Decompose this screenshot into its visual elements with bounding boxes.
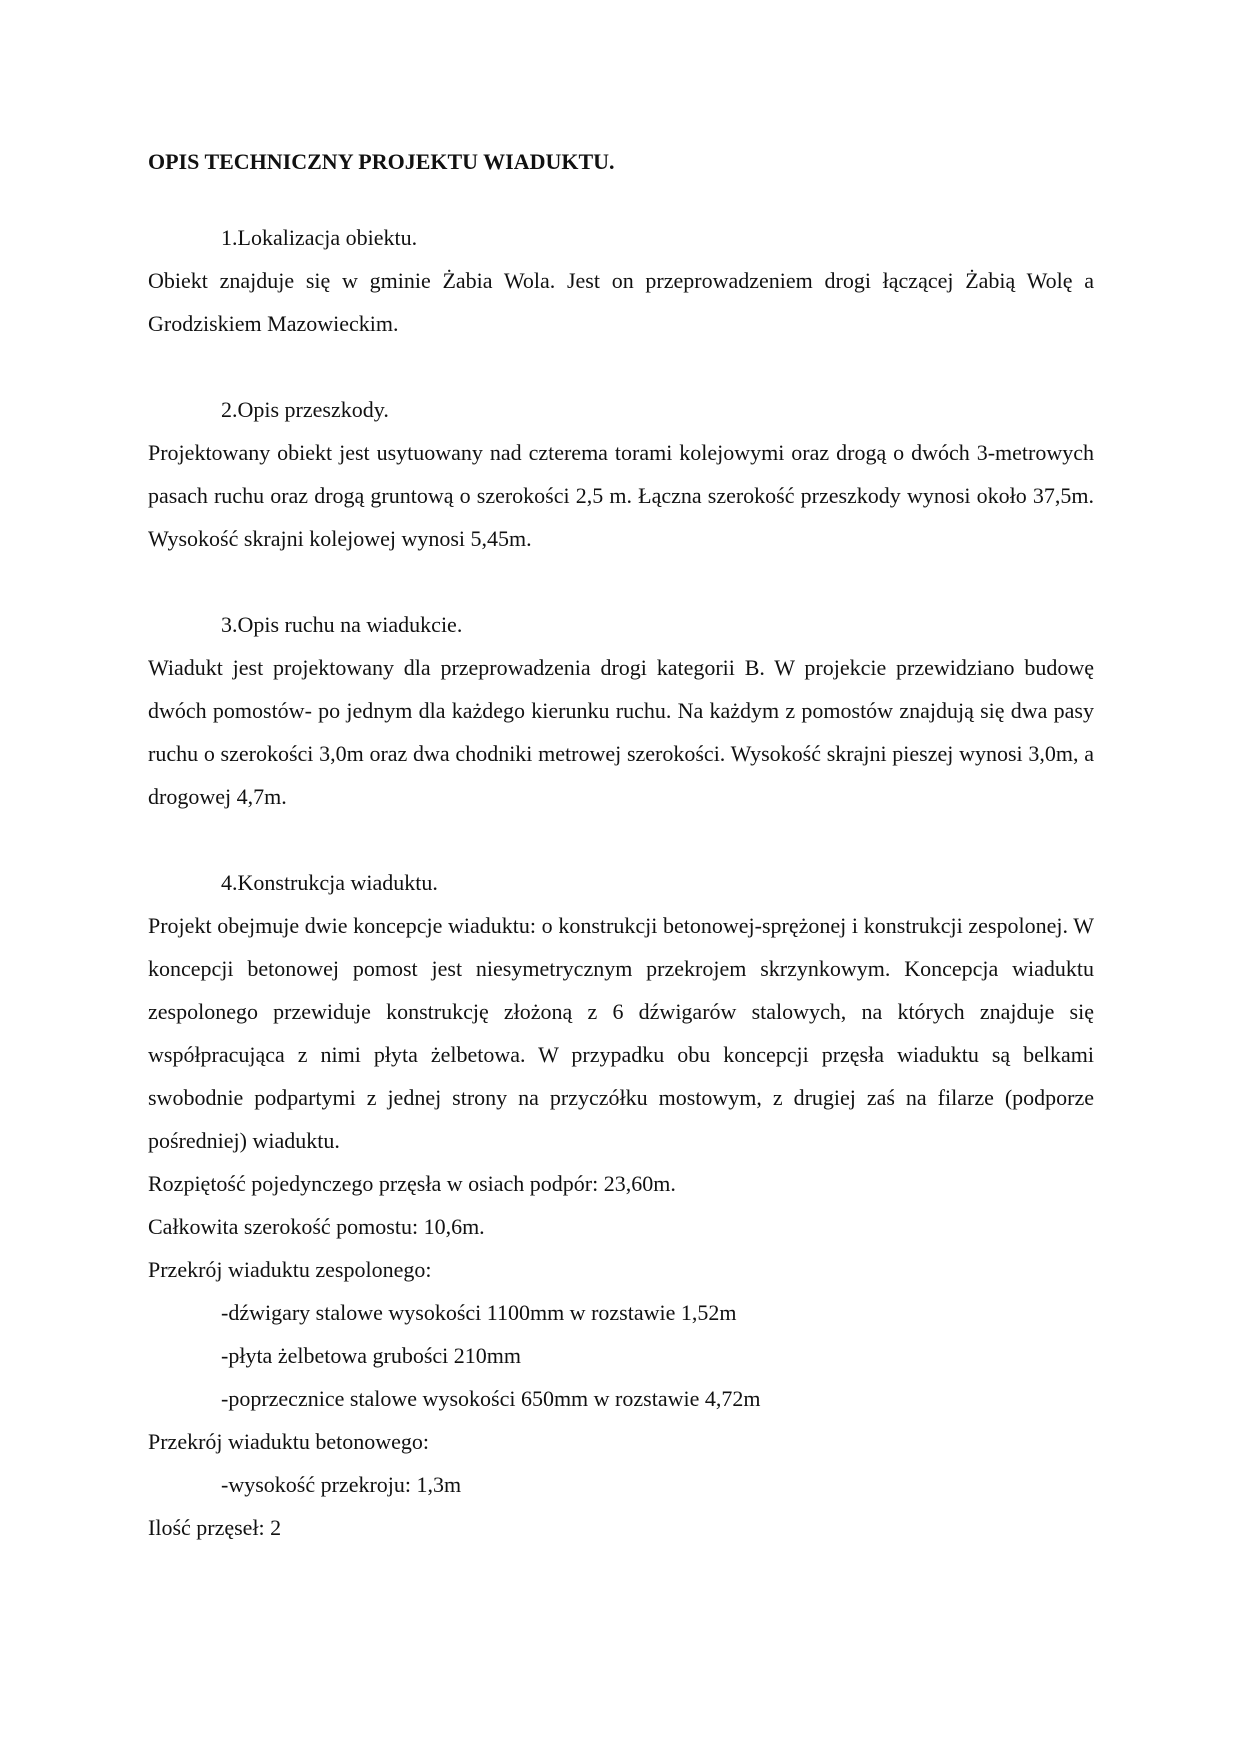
concrete-section-heading: Przekrój wiaduktu betonowego: [148, 1429, 430, 1454]
deck-width-line: Całkowita szerokość pomostu: 10,6m. [148, 1214, 485, 1239]
section-heading-construction: 4.Konstrukcja wiaduktu. [221, 870, 438, 895]
span-length-line: Rozpiętość pojedynczego przęsła w osiach podpór: 23,60m. [148, 1171, 676, 1196]
composite-item-girders: -dźwigary stalowe wysokości 1100mm w rozstawie 1,52m [221, 1300, 737, 1325]
spacer [148, 345, 1094, 388]
section-text-location: Obiekt znajduje się w gminie Żabia Wola. Jest on przeprowadzeniem drogi łączącej Żabią Wolę a Grodziskiem Mazowieckim. [148, 268, 1094, 336]
section-heading-obstacle: 2.Opis przeszkody. [221, 397, 389, 422]
composite-section-heading: Przekrój wiaduktu zespolonego: [148, 1257, 432, 1282]
section-heading-traffic: 3.Opis ruchu na wiadukcie. [221, 612, 463, 637]
spacer [148, 818, 1094, 861]
document-title: OPIS TECHNICZNY PROJEKTU WIADUKTU. [148, 149, 615, 174]
section-text-obstacle: Projektowany obiekt jest usytuowany nad czterema torami kolejowymi oraz drogą o dwóch 3-metrowych pasach ruchu oraz drogą gruntową o szerokości 2,5 m. Łączna szerokość przeszkody wynosi około 37,5m. Wysokość skrajni kolejowej wynosi 5,45m. [148, 440, 1094, 551]
span-count-line: Ilość przęseł: 2 [148, 1515, 282, 1540]
composite-item-crossbeams: -poprzecznice stalowe wysokości 650mm w rozstawie 4,72m [221, 1386, 761, 1411]
spacer [148, 560, 1094, 603]
section-text-traffic: Wiadukt jest projektowany dla przeprowadzenia drogi kategorii B. W projekcie przewidziano budowę dwóch pomostów- po jednym dla każdego kierunku ruchu. Na każdym z pomostów znajdują się dwa pasy ruchu o szerokości 3,0m oraz dwa chodniki metrowej szerokości. Wysokość skrajni pieszej wynosi 3,0m, a drogowej 4,7m. [148, 655, 1094, 809]
document-content [148, 142, 1094, 1549]
composite-item-slab: -płyta żelbetowa grubości 210mm [221, 1343, 521, 1368]
section-heading-location: 1.Lokalizacja obiektu. [221, 225, 418, 250]
section-text-construction: Projekt obejmuje dwie koncepcje wiaduktu: o konstrukcji betonowej-sprężonej i konstrukcji zespolonej. W koncepcji betonowej pomost jest niesymetrycznym przekrojem skrzynkowym. Koncepcja wiaduktu zespolonego przewiduje konstrukcję złożoną z 6 dźwigarów stalowych, na których znajduje się współpracująca z nimi płyta żelbetowa. W przypadku obu koncepcji przęsła wiaduktu są belkami swobodnie podpartymi z jednej strony na przyczółku mostowym, z drugiej zaś na filarze (podporze pośredniej) wiaduktu. [148, 913, 1094, 1153]
concrete-item-height: -wysokość przekroju: 1,3m [221, 1472, 462, 1497]
